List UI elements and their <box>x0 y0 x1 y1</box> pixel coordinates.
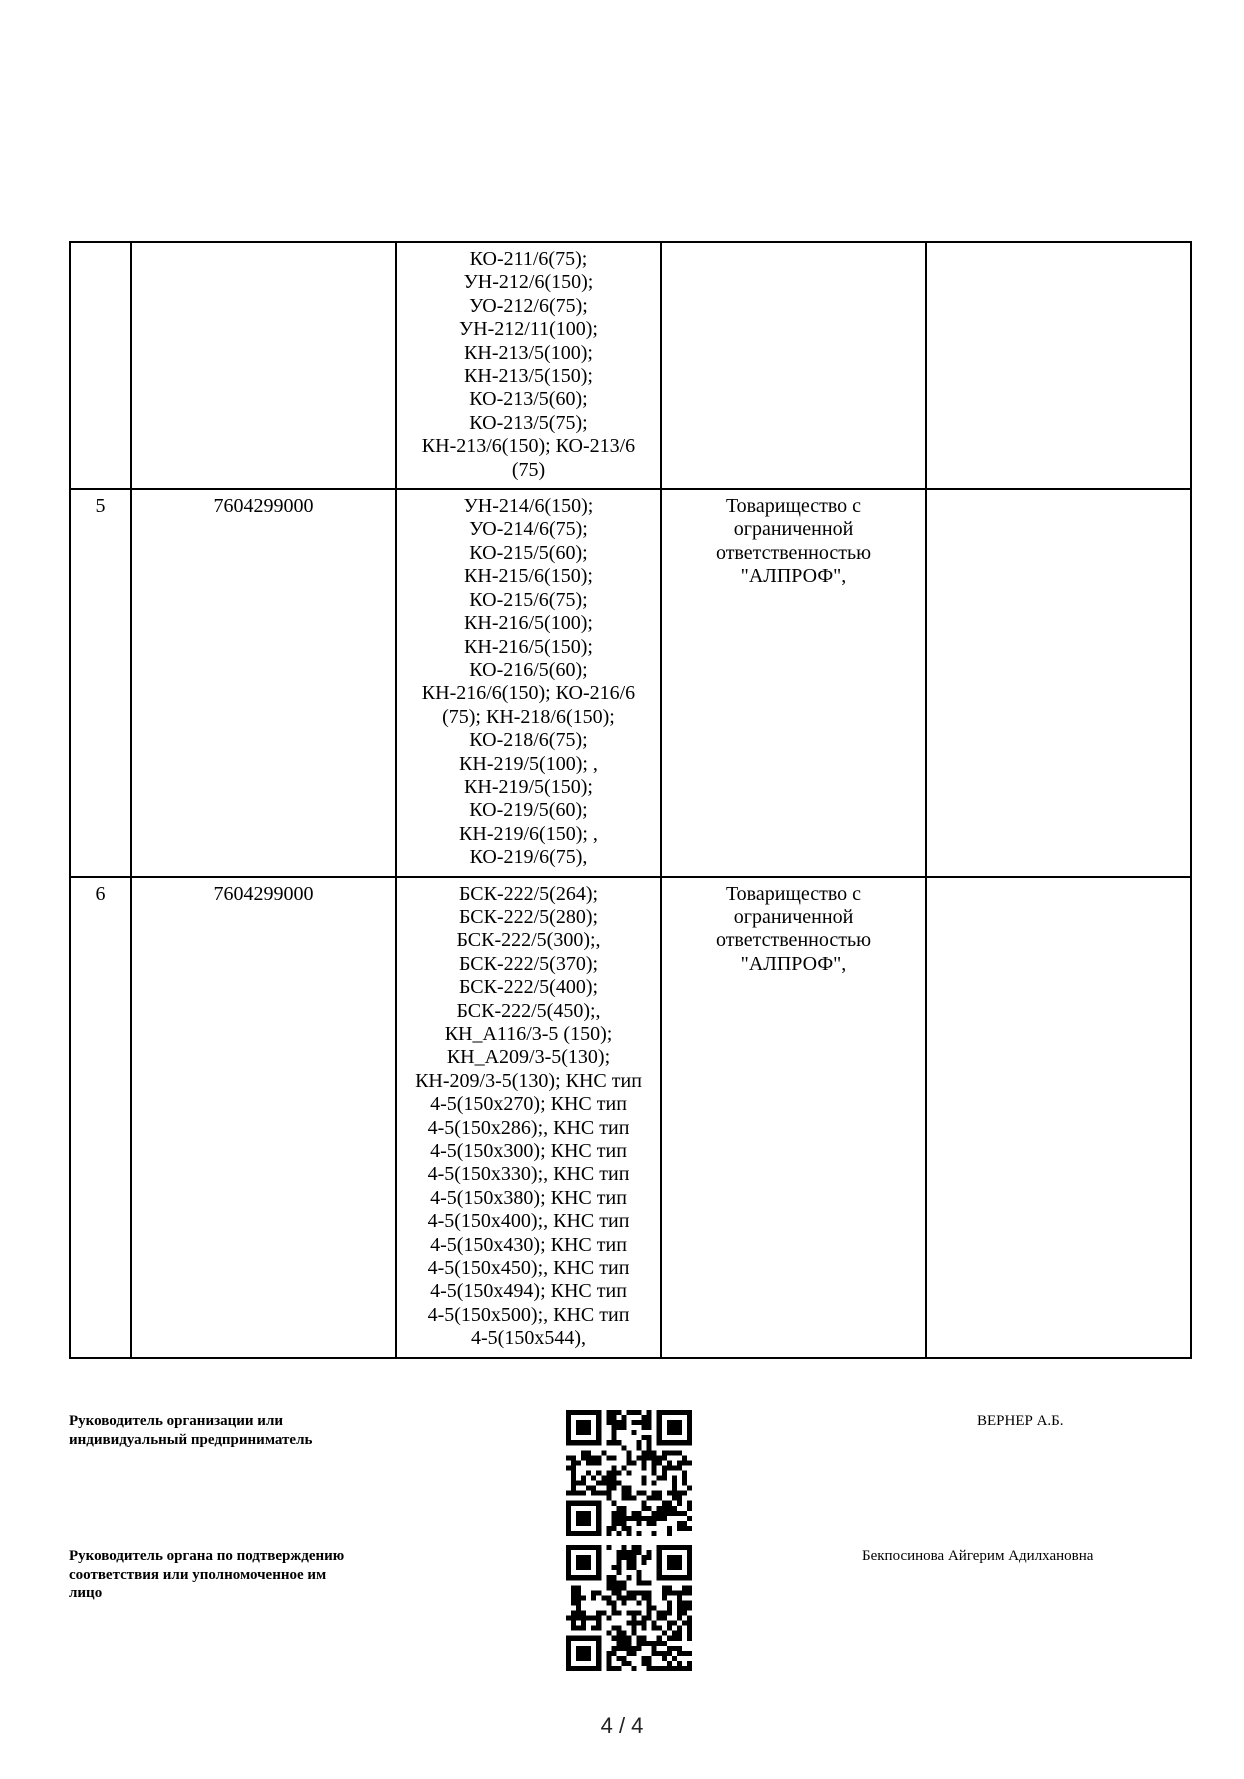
row-number-cell <box>70 489 131 877</box>
extra-cell <box>926 242 1191 489</box>
table-row <box>70 489 1191 877</box>
row-number: 5 <box>95 495 106 518</box>
code-cell <box>131 489 396 877</box>
product-items: УН-214/6(150); УО-214/6(75); КО-215/5(60); КН-215/6(150); КО-215/6(75); КН-216/5(100); КН-216/5(150); КО-216/5(60); КН-216/6(150); КО-216/6 (75); КН-218/6(150); КО-218/6(75); КН-219/5(100); , КН-219/5(150); КО-219/5(60); КН-219/6(150); , КО-219/6(75), <box>421 495 636 869</box>
page-number: 4 / 4 <box>600 1713 644 1738</box>
items-cell <box>396 877 661 1358</box>
product-code: 7604299000 <box>213 495 314 518</box>
qr-code-icon <box>566 1410 692 1536</box>
product-code: 7604299000 <box>213 882 314 905</box>
head-of-organization-label: Руководитель организации или индивидуальный предприниматель <box>69 1413 313 1448</box>
row-number: 6 <box>95 882 106 905</box>
company-cell <box>661 242 926 489</box>
company-cell <box>661 489 926 877</box>
certification-body-head-label: Руководитель органа по подтверждению соответствия или уполномоченное им лицо <box>69 1548 345 1601</box>
manufacturer: Товарищество с ограниченной ответственностью "АЛПРОФ", <box>715 495 872 588</box>
code-cell <box>131 877 396 1358</box>
extra-cell <box>926 489 1191 877</box>
company-cell <box>661 877 926 1358</box>
table-row <box>70 877 1191 1358</box>
table-row <box>70 242 1191 489</box>
row-number-cell <box>70 242 131 489</box>
manufacturer: Товарищество с ограниченной ответственностью "АЛПРОФ", <box>715 882 872 975</box>
certification-body-head-name: Бекпосинова Айгерим Адилхановна <box>862 1548 1094 1564</box>
products-table <box>69 241 1192 1359</box>
items-cell <box>396 489 661 877</box>
product-items: КО-211/6(75); УН-212/6(150); УО-212/6(75); УН-212/11(100); КН-213/5(100); КН-213/5(150); КО-213/5(60); КО-213/5(75); КН-213/6(150); КО-213/6 (75) <box>421 248 636 481</box>
code-cell <box>131 242 396 489</box>
items-cell <box>396 242 661 489</box>
head-of-organization-name: ВЕРНЕР А.Б. <box>977 1413 1064 1429</box>
extra-cell <box>926 877 1191 1358</box>
row-number-cell <box>70 877 131 1358</box>
product-items: БСК-222/5(264); БСК-222/5(280); БСК-222/5(300);, БСК-222/5(370); БСК-222/5(400); БСК-222/5(450);, КН_А116/3-5 (150); КН_А209/3-5(130); КН-209/3-5(130); КНС тип 4-5(150х270); КНС тип 4-5(150х286);, КНС тип 4-5(150х300); КНС тип 4-5(150х330);, КНС тип 4-5(150х380); КНС тип 4-5(150х400);, КНС тип 4-5(150х430); КНС тип 4-5(150х450);, КНС тип 4-5(150х494); КНС тип 4-5(150х500);, КНС тип 4-5(150х544), <box>415 882 642 1350</box>
qr-code-icon <box>566 1545 692 1671</box>
